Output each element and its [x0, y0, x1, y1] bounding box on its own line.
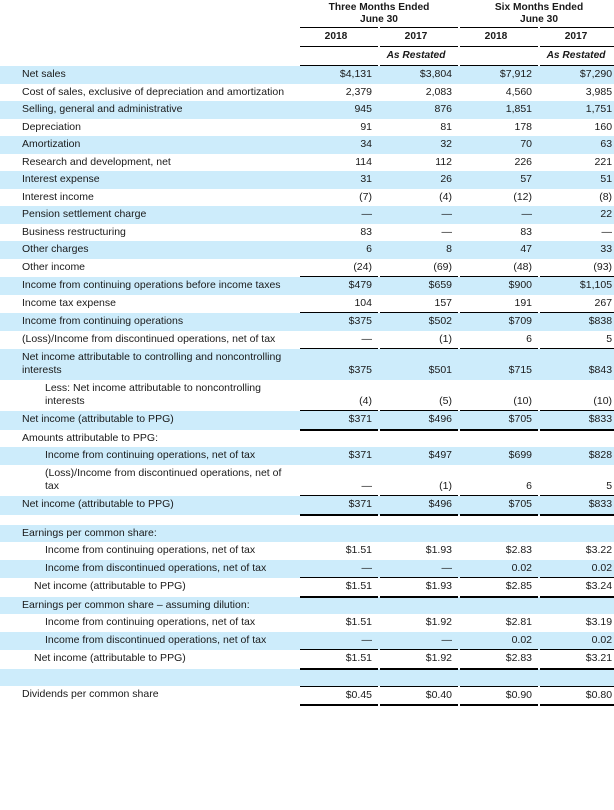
row-value: 6 — [300, 241, 378, 259]
row-label: Income from discontinued operations, net of tax — [0, 632, 300, 650]
table-row — [0, 650, 614, 669]
header-row-years — [0, 28, 614, 47]
row-value: $1.51 — [300, 614, 378, 632]
row-value: — — [300, 632, 378, 650]
row-label: Income from discontinued operations, net of tax — [0, 560, 300, 578]
row-label: Selling, general and administrative — [0, 101, 300, 119]
header-year-q-2017: 2017 — [380, 28, 458, 47]
row-value: (24) — [300, 259, 378, 277]
row-value — [540, 430, 614, 448]
row-value — [300, 525, 378, 543]
row-value: (8) — [540, 189, 614, 207]
header-year-h-2017: 2017 — [540, 28, 614, 47]
header-row-restated — [0, 47, 614, 66]
row-value: $833 — [540, 496, 614, 515]
table-row — [0, 189, 614, 207]
row-value — [540, 525, 614, 543]
row-value: 63 — [540, 136, 614, 154]
table-row — [0, 597, 614, 615]
row-value: $496 — [380, 496, 458, 515]
table-row — [0, 349, 614, 380]
table-row — [0, 465, 614, 496]
row-value: $1.51 — [300, 650, 378, 669]
row-value: 51 — [540, 171, 614, 189]
row-value — [380, 525, 458, 543]
header-year-h-2018: 2018 — [460, 28, 538, 47]
row-value: $375 — [300, 313, 378, 331]
row-value — [300, 597, 378, 615]
row-label: Earnings per common share – assuming dilution: — [0, 597, 300, 615]
row-value: $497 — [380, 447, 458, 465]
header-restated-blank — [0, 47, 300, 66]
row-value: 5 — [540, 331, 614, 349]
header-restated-spacer-q2018 — [300, 47, 378, 66]
row-value: 81 — [380, 119, 458, 137]
table-header — [0, 0, 614, 66]
row-value: (69) — [380, 259, 458, 277]
row-label: Income from continuing operations before income taxes — [0, 277, 300, 295]
header-group-three-months-line1: Three Months Ended — [328, 2, 430, 13]
table-row — [0, 66, 614, 84]
row-value: $715 — [460, 349, 538, 380]
row-value: $3,804 — [380, 66, 458, 84]
header-years-blank — [0, 28, 300, 47]
header-group-six-months — [460, 0, 614, 28]
row-value: $375 — [300, 349, 378, 380]
row-value — [380, 597, 458, 615]
row-value — [460, 597, 538, 615]
row-value — [540, 597, 614, 615]
table-row — [0, 411, 614, 430]
row-value: — — [300, 465, 378, 496]
row-label: Less: Net income attributable to noncontrolling interests — [0, 380, 300, 411]
row-value: (93) — [540, 259, 614, 277]
row-value: 8 — [380, 241, 458, 259]
row-value: $1.92 — [380, 614, 458, 632]
row-label: Amounts attributable to PPG: — [0, 430, 300, 448]
table-row — [0, 380, 614, 411]
row-label: Business restructuring — [0, 224, 300, 242]
row-value: 1,851 — [460, 101, 538, 119]
row-label: Pension settlement charge — [0, 206, 300, 224]
row-value: $1.93 — [380, 542, 458, 560]
row-label: (Loss)/Income from discontinued operations, net of tax — [0, 465, 300, 496]
row-value: — — [380, 560, 458, 578]
row-value: 1,751 — [540, 101, 614, 119]
row-value: $1.93 — [380, 578, 458, 597]
row-value: 4,560 — [460, 84, 538, 102]
row-value: $1.51 — [300, 578, 378, 597]
row-value: $371 — [300, 447, 378, 465]
table-row — [0, 84, 614, 102]
row-value: $0.80 — [540, 686, 614, 705]
row-value: (10) — [540, 380, 614, 411]
row-label: Other charges — [0, 241, 300, 259]
row-value: — — [540, 224, 614, 242]
row-value: — — [460, 206, 538, 224]
row-value: $900 — [460, 277, 538, 295]
row-label: Income from continuing operations, net of tax — [0, 447, 300, 465]
table-row — [0, 313, 614, 331]
row-value: 178 — [460, 119, 538, 137]
row-value: $659 — [380, 277, 458, 295]
header-restated-spacer-h2018 — [460, 47, 538, 66]
row-value: 26 — [380, 171, 458, 189]
table-row — [0, 614, 614, 632]
row-label: Interest income — [0, 189, 300, 207]
header-group-six-months-line2: June 30 — [520, 14, 558, 25]
row-label: Income tax expense — [0, 295, 300, 313]
row-label: Depreciation — [0, 119, 300, 137]
row-value — [380, 669, 458, 687]
row-value — [300, 669, 378, 687]
row-value — [460, 669, 538, 687]
row-label: Net income (attributable to PPG) — [0, 496, 300, 515]
row-label: Amortization — [0, 136, 300, 154]
row-value: — — [380, 632, 458, 650]
row-value: 83 — [460, 224, 538, 242]
row-label: Dividends per common share — [0, 686, 300, 705]
row-value: 0.02 — [460, 560, 538, 578]
row-label: Net income (attributable to PPG) — [0, 411, 300, 430]
row-label: Net sales — [0, 66, 300, 84]
row-value: 32 — [380, 136, 458, 154]
table-row — [0, 206, 614, 224]
row-value: $2.83 — [460, 650, 538, 669]
table-row — [0, 542, 614, 560]
table-row — [0, 224, 614, 242]
row-value: 226 — [460, 154, 538, 172]
header-year-q-2018: 2018 — [300, 28, 378, 47]
row-value: (4) — [300, 380, 378, 411]
row-value: (5) — [380, 380, 458, 411]
row-value: $3.21 — [540, 650, 614, 669]
row-value: (1) — [380, 465, 458, 496]
row-value: $371 — [300, 411, 378, 430]
row-value: $2.85 — [460, 578, 538, 597]
table-row — [0, 295, 614, 313]
table-row — [0, 430, 614, 448]
header-corner-blank — [0, 0, 300, 28]
row-value: 47 — [460, 241, 538, 259]
row-value — [380, 430, 458, 448]
row-value: 191 — [460, 295, 538, 313]
row-value: $3.19 — [540, 614, 614, 632]
row-label: Net income attributable to controlling and noncontrolling interests — [0, 349, 300, 380]
row-value: $843 — [540, 349, 614, 380]
row-label: Net income (attributable to PPG) — [0, 650, 300, 669]
row-value: 70 — [460, 136, 538, 154]
header-group-three-months — [300, 0, 458, 28]
row-label: Cost of sales, exclusive of depreciation and amortization — [0, 84, 300, 102]
row-label: (Loss)/Income from discontinued operations, net of tax — [0, 331, 300, 349]
table-row — [0, 119, 614, 137]
row-value: $1,105 — [540, 277, 614, 295]
row-value: — — [380, 206, 458, 224]
table-body — [0, 66, 614, 706]
row-value: $371 — [300, 496, 378, 515]
row-value: $4,131 — [300, 66, 378, 84]
row-value: $3.22 — [540, 542, 614, 560]
table-row — [0, 154, 614, 172]
row-value: 83 — [300, 224, 378, 242]
row-label: Earnings per common share: — [0, 525, 300, 543]
row-label: Income from continuing operations, net of tax — [0, 614, 300, 632]
row-value — [300, 430, 378, 448]
header-restated-q-2017: As Restated — [380, 47, 458, 66]
table-row — [0, 101, 614, 119]
row-value: $479 — [300, 277, 378, 295]
header-row-groups — [0, 0, 614, 28]
row-value: $3.24 — [540, 578, 614, 597]
table-row — [0, 259, 614, 277]
row-value — [460, 430, 538, 448]
row-value: 2,083 — [380, 84, 458, 102]
header-restated-h-2017: As Restated — [540, 47, 614, 66]
row-value: $699 — [460, 447, 538, 465]
table-row — [0, 136, 614, 154]
table-row — [0, 578, 614, 597]
row-value: 5 — [540, 465, 614, 496]
row-value — [460, 525, 538, 543]
table-row — [0, 496, 614, 515]
row-value: $709 — [460, 313, 538, 331]
row-value: — — [300, 331, 378, 349]
row-value: 267 — [540, 295, 614, 313]
row-value: $496 — [380, 411, 458, 430]
header-group-three-months-line2: June 30 — [360, 14, 398, 25]
row-value: 945 — [300, 101, 378, 119]
row-value: 2,379 — [300, 84, 378, 102]
row-label: Other income — [0, 259, 300, 277]
row-value: — — [300, 560, 378, 578]
row-value: 6 — [460, 465, 538, 496]
row-value: 876 — [380, 101, 458, 119]
row-value: — — [380, 224, 458, 242]
table-row — [0, 632, 614, 650]
spacer-cell — [0, 515, 614, 525]
row-value: 221 — [540, 154, 614, 172]
table-row — [0, 241, 614, 259]
row-value: (48) — [460, 259, 538, 277]
row-value: $828 — [540, 447, 614, 465]
row-value: 104 — [300, 295, 378, 313]
table-row — [0, 560, 614, 578]
row-value: (7) — [300, 189, 378, 207]
row-label: Income from continuing operations, net of tax — [0, 542, 300, 560]
row-value: $833 — [540, 411, 614, 430]
row-value: (4) — [380, 189, 458, 207]
table-row — [0, 277, 614, 295]
row-value: 0.02 — [540, 560, 614, 578]
row-value: — — [300, 206, 378, 224]
row-value: 22 — [540, 206, 614, 224]
header-group-six-months-line1: Six Months Ended — [494, 2, 584, 13]
row-value: 112 — [380, 154, 458, 172]
row-value: 0.02 — [460, 632, 538, 650]
row-value: $0.90 — [460, 686, 538, 705]
table-row — [0, 171, 614, 189]
row-value: 34 — [300, 136, 378, 154]
row-value: $1.51 — [300, 542, 378, 560]
row-value: (1) — [380, 331, 458, 349]
table-row — [0, 525, 614, 543]
row-value: $7,290 — [540, 66, 614, 84]
row-value: $2.81 — [460, 614, 538, 632]
row-value: $502 — [380, 313, 458, 331]
row-label: Net income (attributable to PPG) — [0, 578, 300, 597]
row-value: $1.92 — [380, 650, 458, 669]
row-value: 31 — [300, 171, 378, 189]
row-value: $0.40 — [380, 686, 458, 705]
row-value: $705 — [460, 496, 538, 515]
row-value: 6 — [460, 331, 538, 349]
row-label: Interest expense — [0, 171, 300, 189]
row-value: $2.83 — [460, 542, 538, 560]
row-value: $7,912 — [460, 66, 538, 84]
row-label: Income from continuing operations — [0, 313, 300, 331]
row-value: $838 — [540, 313, 614, 331]
row-value: $0.45 — [300, 686, 378, 705]
row-value: 160 — [540, 119, 614, 137]
row-value: $501 — [380, 349, 458, 380]
row-label — [0, 669, 300, 687]
table-row — [0, 447, 614, 465]
row-value: $705 — [460, 411, 538, 430]
table-row — [0, 686, 614, 705]
row-value: (10) — [460, 380, 538, 411]
row-label: Research and development, net — [0, 154, 300, 172]
table-row — [0, 331, 614, 349]
row-value: 114 — [300, 154, 378, 172]
row-value: 0.02 — [540, 632, 614, 650]
row-value: 3,985 — [540, 84, 614, 102]
row-value: (12) — [460, 189, 538, 207]
row-value: 157 — [380, 295, 458, 313]
spacer-row — [0, 515, 614, 525]
row-value: 33 — [540, 241, 614, 259]
row-value — [540, 669, 614, 687]
row-value: 57 — [460, 171, 538, 189]
table-row — [0, 669, 614, 687]
row-value: 91 — [300, 119, 378, 137]
